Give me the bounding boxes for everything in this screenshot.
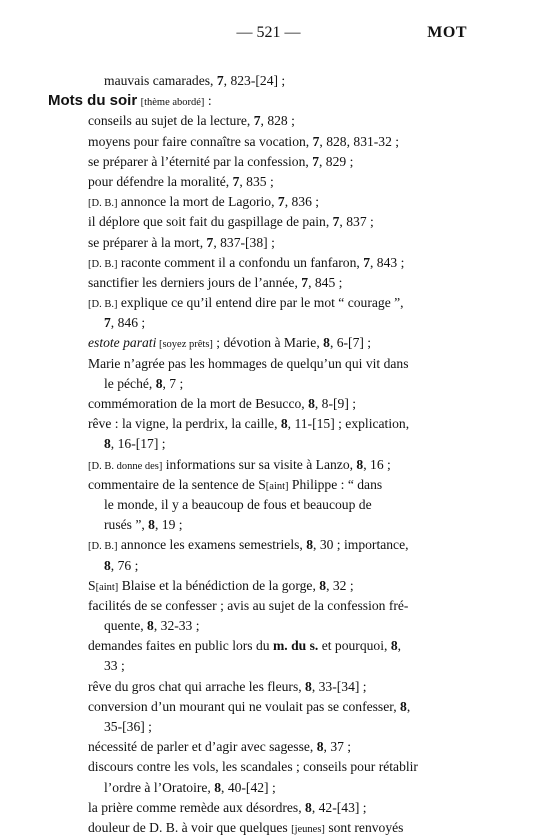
index-line: commémoration de la mort de Besucco, 8, 8-[9] ; [88, 396, 357, 411]
index-line: [D. B.] annonce les examens semestriels, 8, 30 ; importance, [88, 537, 409, 553]
index-line: 7, 846 ; [104, 315, 146, 331]
index-line: il déplore que soit fait du gaspillage de pain, 7, 837 ; [88, 214, 374, 230]
index-line: moyens pour faire connaître sa vocation, 7, 828, 831-32 ; [88, 133, 400, 149]
index-line: mauvais camarades, 7, 823-[24] ; [104, 73, 286, 88]
index-line: conversion d’un mourant qui ne voulait pas se confesser, 8, [88, 698, 411, 714]
index-line: Marie n’agrée pas les hommages de quelqu’un qui vit dans [88, 355, 409, 371]
index-line: sanctifier les derniers jours de l’année, 7, 845 ; [88, 274, 343, 290]
index-line: 8, 76 ; [104, 557, 139, 573]
index-line: l’ordre à l’Oratoire, 8, 40-[42] ; [104, 779, 276, 795]
index-line: [D. B.] explique ce qu’il entend dire par le mot “ courage ”, [88, 295, 404, 311]
index-line: rêve : la vigne, la perdrix, la caille, 8, 11-[15] ; explication, [88, 416, 410, 432]
index-line: 35-[36] ; [104, 719, 152, 734]
index-line: [D. B.] annonce la mort de Lagorio, 7, 836 ; [88, 194, 320, 210]
index-line: rêve du gros chat qui arrache les fleurs, 8, 33-[34] ; [88, 678, 367, 694]
index-line: le monde, il y a beaucoup de fous et beaucoup de [104, 496, 372, 512]
index-line: demandes faites en public lors du m. du s. et pourquoi, 8, [88, 638, 402, 654]
index-line: le péché, 8, 7 ; [104, 375, 184, 391]
headword: Mots du soir [48, 92, 138, 110]
index-line: se préparer à la mort, 7, 837-[38] ; [88, 234, 275, 250]
page-number: — 521 — [236, 24, 301, 41]
index-line: discours contre les vols, les scandales ; conseils pour rétablir [88, 759, 418, 775]
index-line: douleur de D. B. à voir que quelques [jeunes] sont renvoyés [88, 819, 404, 835]
index-line: conseils au sujet de la lecture, 7, 828 ; [88, 113, 295, 129]
index-line: quente, 8, 32-33 ; [104, 618, 200, 634]
section-heading: MOT [427, 24, 467, 41]
index-line: se préparer à l’éternité par la confession, 7, 829 ; [88, 153, 354, 169]
index-line: 8, 16-[17] ; [104, 436, 166, 452]
index-line: [D. B.] raconte comment il a confondu un fanfaron, 7, 843 ; [88, 254, 405, 270]
index-line: estote parati [soyez prêts] ; dévotion à Marie, 8, 6-[7] ; [88, 335, 372, 351]
index-line: 33 ; [104, 658, 125, 674]
index-line: commentaire de la sentence de S[aint] Philippe : “ dans [88, 476, 383, 492]
index-line: la prière comme remède aux désordres, 8, 42-[43] ; [88, 799, 367, 815]
index-line: rusés ”, 8, 19 ; [104, 517, 183, 533]
index-entries [0, 71, 537, 838]
index-line: [D. B. donne des] informations sur sa visite à Lanzo, 8, 16 ; [88, 456, 391, 472]
running-head [0, 24, 537, 46]
index-line: facilités de se confesser ; avis au sujet de la confession fré- [88, 597, 409, 613]
index-line: S[aint] Blaise et la bénédiction de la gorge, 8, 32 ; [88, 577, 354, 593]
index-line: nécessité de parler et d’agir avec sagesse, 8, 37 ; [88, 739, 352, 755]
index-line: pour défendre la moralité, 7, 835 ; [88, 173, 274, 189]
index-heading-line: Mots du soir [thème abordé] : [48, 92, 212, 110]
